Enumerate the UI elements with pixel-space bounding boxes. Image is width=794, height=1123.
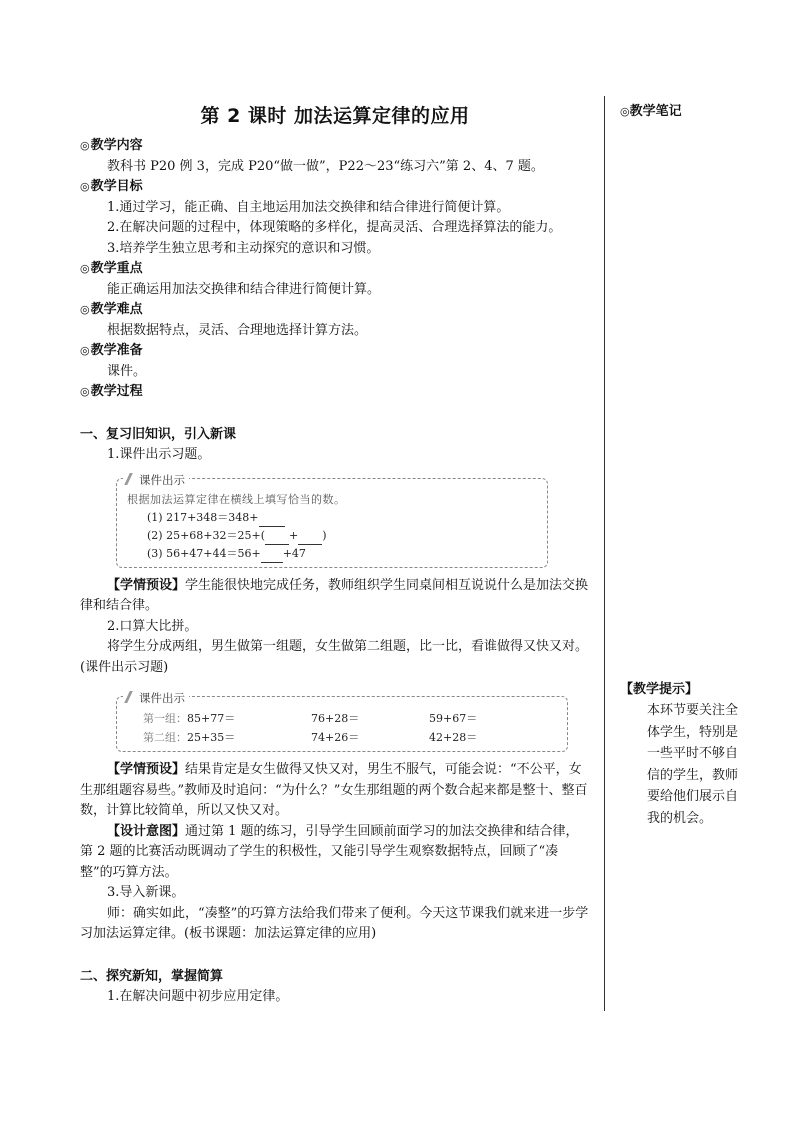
goal-item: 2.在解决问题的过程中，体现策略的多样化，提高灵活、合理选择算法的能力。 <box>107 220 562 235</box>
courseware-box-2 <box>116 691 568 752</box>
part1-step2-text: 将学生分成两组，男生做第一组题，女生做第二组题，比一比，看谁做得又快又对。(课件出示习题) <box>80 639 589 675</box>
teaching-tip <box>620 680 740 829</box>
tip-text: 本环节要关注全体学生，特别是一些平时不够自信的学生，教师要给他们展示自我的机会。 <box>647 703 739 826</box>
heading-process: ◎教学过程 <box>80 384 143 399</box>
heading-goals: ◎教学目标 <box>80 179 143 194</box>
part1-step1: 1.课件出示习题。 <box>107 447 211 462</box>
preset-2: 【学情预设】结果肯定是女生做得又快又对，男生不服气，可能会说：“不公平，女生那组题容易些。”教师及时追问：“为什么？”女生那组题的两个数合起来都是整十、整百数，计算比较简单，所以又快又对。 <box>80 762 588 818</box>
part1-step3: 3.导入新课。 <box>107 885 185 900</box>
heading-content: ◎教学内容 <box>80 138 143 153</box>
courseware-label: 课件出示 <box>123 470 189 491</box>
part1-step3-text: 师：确实如此，“凑整”的巧算方法给我们带来了便利。今天这节课我们就来进一步学习加法运算定律。(板书课题：加法运算定律的应用) <box>80 905 589 941</box>
design-intent: 【设计意图】通过第 1 题的练习，引导学生回顾前面学习的加法交换律和结合律，第 2 题的比赛活动既调动了学生的积极性，又能引导学生观察数据特点，回顾了“凑整”的巧算方法。 <box>80 823 579 880</box>
heading-marker: ◎ <box>80 180 90 193</box>
group2-item: 42+28＝ <box>429 731 478 744</box>
box1-instruction: 根据加法运算定律在横线上填写恰当的数。 <box>127 492 346 506</box>
main-column <box>80 104 590 1008</box>
pen-icon <box>124 691 139 703</box>
exercise-3: (3) 56+47+44＝56+ +47 <box>127 545 537 563</box>
fill-blank <box>261 550 283 563</box>
heading-marker: ◎ <box>80 344 90 357</box>
page-title: 第 2 课时 加法运算定律的应用 <box>200 105 470 127</box>
tip-title: 【教学提示】 <box>620 682 699 697</box>
heading-marker: ◎ <box>80 139 90 152</box>
heading-key-point: ◎教学重点 <box>80 261 143 276</box>
group1-item: 第一组：85+77＝ <box>143 712 236 725</box>
fill-blank <box>265 532 289 545</box>
heading-preparation: ◎教学准备 <box>80 343 143 358</box>
group1-item: 76+28＝ <box>311 712 360 725</box>
pen-icon <box>124 473 139 485</box>
content-text: 教科书 P20 例 3，完成 P20“做一做”，P22～23“练习六”第 2、4、7 题。 <box>107 158 544 174</box>
heading-marker: ◎ <box>80 385 90 398</box>
preset-1: 【学情预设】学生能很快地完成任务，教师组织学生同桌间相互说说什么是加法交换律和结合律。 <box>80 577 589 613</box>
part1-heading: 一、复习旧知识，引入新课 <box>80 426 237 442</box>
heading-marker: ◎ <box>80 303 90 316</box>
preparation-text: 课件。 <box>107 363 147 379</box>
group2-item: 第二组：25+35＝ <box>143 731 236 744</box>
teaching-notes-title: ◎教学笔记 <box>620 104 682 119</box>
goal-item: 1.通过学习，能正确、自主地运用加法交换律和结合律进行简便计算。 <box>107 199 510 215</box>
part1-step2: 2.口算大比拼。 <box>107 618 198 634</box>
fill-blank <box>259 514 285 527</box>
part2-heading: 二、探究新知，掌握简算 <box>80 968 224 984</box>
column-divider <box>604 96 605 1011</box>
heading-marker: ◎ <box>620 105 630 118</box>
group2-item: 74+26＝ <box>311 731 360 744</box>
exercise-2: (2) 25+68+32＝25+( + ) <box>127 527 537 545</box>
goal-item: 3.培养学生独立思考和主动探究的意识和习惯。 <box>107 240 380 256</box>
courseware-label: 课件出示 <box>123 688 189 709</box>
fill-blank <box>298 532 322 545</box>
heading-difficulty: ◎教学难点 <box>80 302 143 317</box>
heading-marker: ◎ <box>80 262 90 275</box>
group1-item: 59+67＝ <box>429 712 478 725</box>
exercise-1: (1) 217+348＝348+ <box>127 509 537 527</box>
key-point-text: 能正确运用加法交换律和结合律进行简便计算。 <box>107 281 381 297</box>
mental-math-grid <box>127 709 557 747</box>
courseware-box-1 <box>116 472 548 568</box>
difficulty-text: 根据数据特点，灵活、合理地选择计算方法。 <box>107 322 368 338</box>
part2-step1: 1.在解决问题中初步应用定律。 <box>107 989 289 1004</box>
